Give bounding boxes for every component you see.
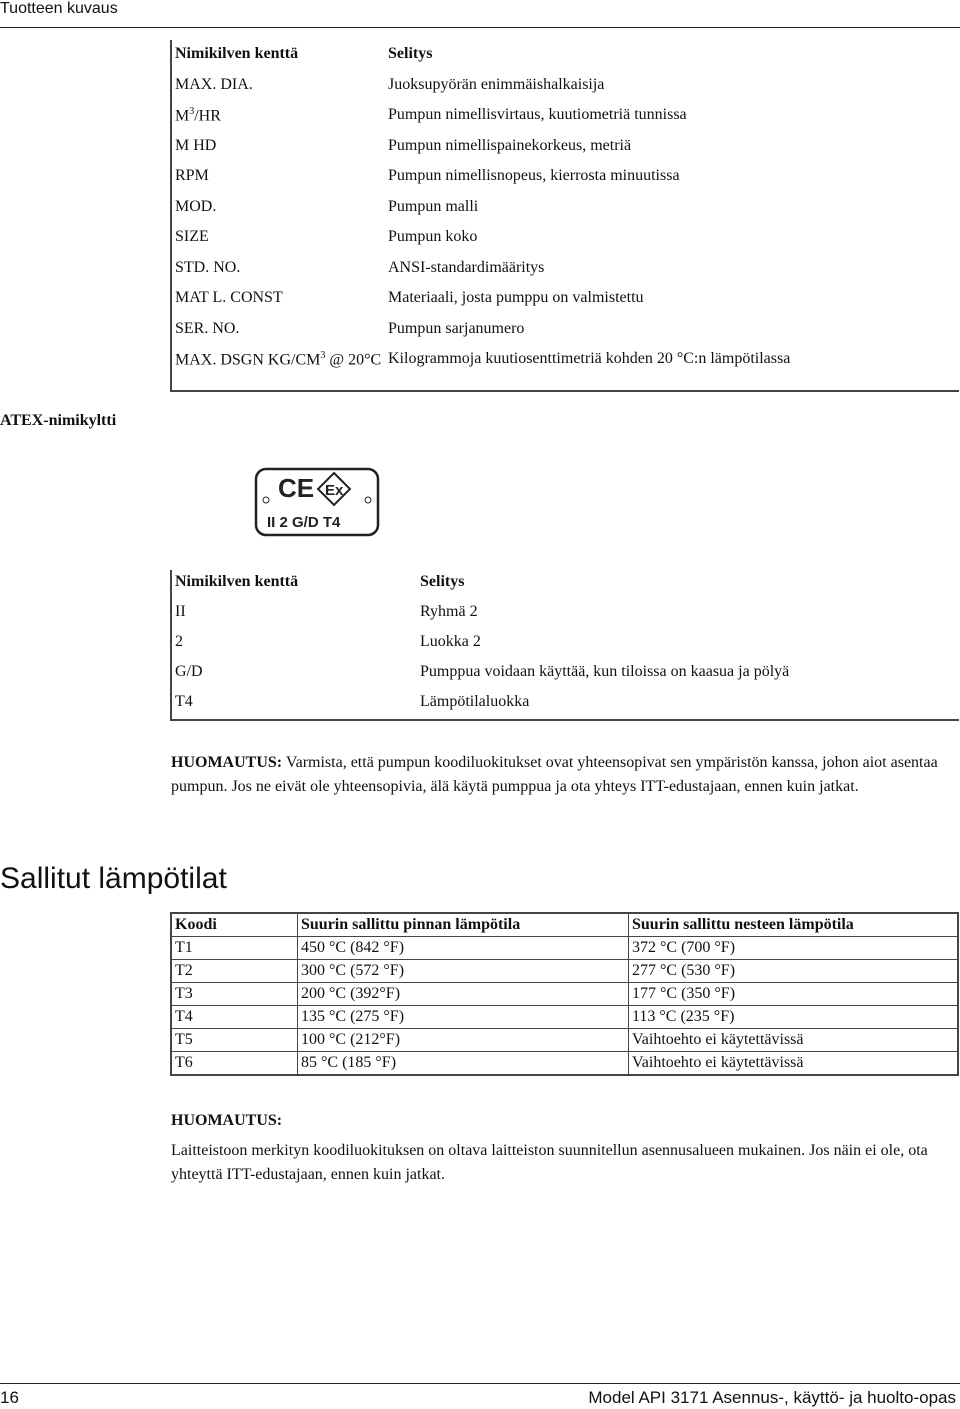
- table-row: [171, 1029, 958, 1052]
- table-row: [171, 193, 959, 224]
- note-label: HUOMAUTUS:: [171, 1112, 283, 1129]
- note-label: HUOMAUTUS:: [171, 754, 283, 771]
- field-text: STD. NO.: [175, 258, 241, 276]
- table-row: [171, 284, 959, 315]
- header-divider: [0, 27, 960, 28]
- field-text: RPM: [175, 167, 209, 184]
- table-row: [171, 162, 959, 193]
- table-header-row: [171, 570, 959, 600]
- table-row: [171, 600, 959, 630]
- column-header: Suurin sallittu nesteen lämpötila: [629, 913, 959, 937]
- field-text-suffix: @ 20°C: [325, 351, 382, 369]
- compatibility-note: [171, 751, 960, 799]
- field-text: SER. NO.: [175, 319, 240, 337]
- description-cell: Pumpun nimellisnopeus, kierrosta minuutissa: [388, 167, 680, 184]
- temp-code-cell: T1: [171, 937, 298, 960]
- field-text: MAX. DSGN KG/CM: [175, 351, 321, 369]
- surface-temp-cell: 135 °C (275 °F): [298, 1006, 629, 1029]
- nameplate-field-cell: [171, 71, 385, 102]
- field-text-suffix: /HR: [194, 107, 221, 125]
- atex-field-cell: II: [175, 603, 186, 620]
- footer-divider: [0, 1383, 960, 1384]
- table-row: [171, 71, 959, 102]
- temp-code-cell: T2: [171, 960, 298, 983]
- description-cell: ANSI-standardimääritys: [388, 258, 545, 276]
- field-text: MOD.: [175, 197, 217, 215]
- description-cell: Kilogrammoja kuutiosenttimetriä kohden 20 °C:n lämpötilassa: [388, 350, 791, 367]
- description-cell: Pumpun malli: [388, 197, 479, 215]
- surface-temp-cell: 200 °C (392°F): [298, 983, 629, 1006]
- liquid-temp-cell: 277 °C (530 °F): [629, 960, 959, 983]
- field-superscript: 3: [189, 106, 195, 117]
- temp-code-cell: T3: [171, 983, 298, 1006]
- liquid-temp-cell: Vaihtoehto ei käytettävissä: [629, 1029, 959, 1052]
- nameplate-field-cell: [171, 315, 385, 346]
- column-header: Nimikilven kenttä: [175, 573, 299, 590]
- description-cell: Luokka 2: [420, 633, 481, 650]
- description-cell: Pumpun nimellispainekorkeus, metriä: [388, 136, 632, 154]
- temp-code-cell: T5: [171, 1029, 298, 1052]
- nameplate-field-cell: [171, 284, 385, 315]
- description-cell: Juoksupyörän enimmäishalkaisija: [388, 75, 605, 93]
- table-row: [171, 1052, 958, 1076]
- atex-nameplate-image: [254, 467, 380, 537]
- description-cell: Pumpun nimellisvirtaus, kuutiometriä tunnissa: [388, 106, 687, 123]
- ce-mark-text: CE: [278, 473, 315, 503]
- atex-nameplate-label: ATEX-nimikyltti: [0, 412, 117, 429]
- table-row: [171, 630, 959, 660]
- nameplate-field-cell: [171, 101, 385, 132]
- field-text: M: [175, 107, 190, 125]
- liquid-temp-cell: Vaihtoehto ei käytettävissä: [629, 1052, 959, 1076]
- nameplate-field-cell: [171, 132, 385, 163]
- surface-temp-cell: 85 °C (185 °F): [298, 1052, 629, 1076]
- code-rating-note: Laitteistoon merkityn koodiluokituksen on oltava laitteiston suunnitellun asennusalueen mukainen. Jos näin ei ole, ota yhteyttä ITT-edustajaan, ennen kuin jatkat.: [171, 1142, 928, 1183]
- atex-fields-table: [170, 570, 959, 721]
- field-superscript: 3: [320, 350, 326, 361]
- column-header: Koodi: [171, 913, 298, 937]
- section-title: Sallitut lämpötilat: [0, 862, 227, 895]
- column-header: Nimikilven kenttä: [175, 45, 299, 62]
- table-header-row: [171, 913, 958, 937]
- temp-code-cell: T6: [171, 1052, 298, 1076]
- liquid-temp-cell: 177 °C (350 °F): [629, 983, 959, 1006]
- atex-field-cell: T4: [175, 693, 193, 710]
- table-row: [171, 960, 958, 983]
- table-row: [171, 223, 959, 254]
- surface-temp-cell: 100 °C (212°F): [298, 1029, 629, 1052]
- nameplate-field-cell: [171, 193, 385, 224]
- temp-code-cell: T4: [171, 1006, 298, 1029]
- liquid-temp-cell: 113 °C (235 °F): [629, 1006, 959, 1029]
- surface-temp-cell: 450 °C (842 °F): [298, 937, 629, 960]
- note-text: Varmista, että pumpun koodiluokitukset ovat yhteensopivat sen ympäristön kanssa, johon aiot asentaa pumpun. Jos ne eivät ole yhteensopivia, älä käytä pumppua ja ota yhteys ITT-edustajaan, ennen kuin jatkat.: [171, 754, 938, 795]
- column-header: Selitys: [388, 45, 433, 62]
- nameplate-fields-table: [170, 40, 959, 392]
- table-row: [171, 254, 959, 285]
- description-cell: Pumpun sarjanumero: [388, 319, 525, 337]
- liquid-temp-cell: 372 °C (700 °F): [629, 937, 959, 960]
- atex-field-cell: 2: [175, 633, 183, 650]
- table-row: [171, 101, 959, 132]
- surface-temp-cell: 300 °C (572 °F): [298, 960, 629, 983]
- ex-mark-text: Ex: [325, 482, 344, 499]
- table-row: [171, 983, 958, 1006]
- nameplate-field-cell: [171, 345, 385, 391]
- table-row: [171, 660, 959, 690]
- table-row: [171, 1006, 958, 1029]
- atex-code-text: II 2 G/D T4: [267, 514, 341, 531]
- nameplate-field-cell: [171, 223, 385, 254]
- page-number: 16: [0, 1388, 19, 1407]
- temperature-classes-table: [170, 912, 959, 1076]
- description-cell: Pumpun koko: [388, 228, 478, 245]
- description-cell: Ryhmä 2: [420, 603, 478, 620]
- nameplate-field-cell: [171, 254, 385, 285]
- field-text: MAT L. CONST: [175, 289, 283, 306]
- table-row: [171, 345, 959, 391]
- page-header-title: Tuotteen kuvaus: [0, 0, 118, 17]
- column-header: Selitys: [420, 573, 465, 590]
- table-row: [171, 937, 958, 960]
- description-cell: Materiaali, josta pumppu on valmistettu: [388, 289, 644, 306]
- document-title: Model API 3171 Asennus-, käyttö- ja huolto-opas: [588, 1388, 956, 1407]
- column-header: Suurin sallittu pinnan lämpötila: [298, 913, 629, 937]
- table-row: [171, 132, 959, 163]
- table-row: [171, 690, 959, 720]
- field-text: M HD: [175, 136, 217, 154]
- atex-field-cell: G/D: [175, 663, 203, 680]
- table-row: [171, 315, 959, 346]
- field-text: SIZE: [175, 228, 209, 245]
- description-cell: Pumppua voidaan käyttää, kun tiloissa on kaasua ja pölyä: [420, 663, 790, 680]
- nameplate-field-cell: [171, 162, 385, 193]
- table-header-row: [171, 40, 959, 71]
- field-text: MAX. DIA.: [175, 75, 253, 93]
- description-cell: Lämpötilaluokka: [420, 693, 530, 710]
